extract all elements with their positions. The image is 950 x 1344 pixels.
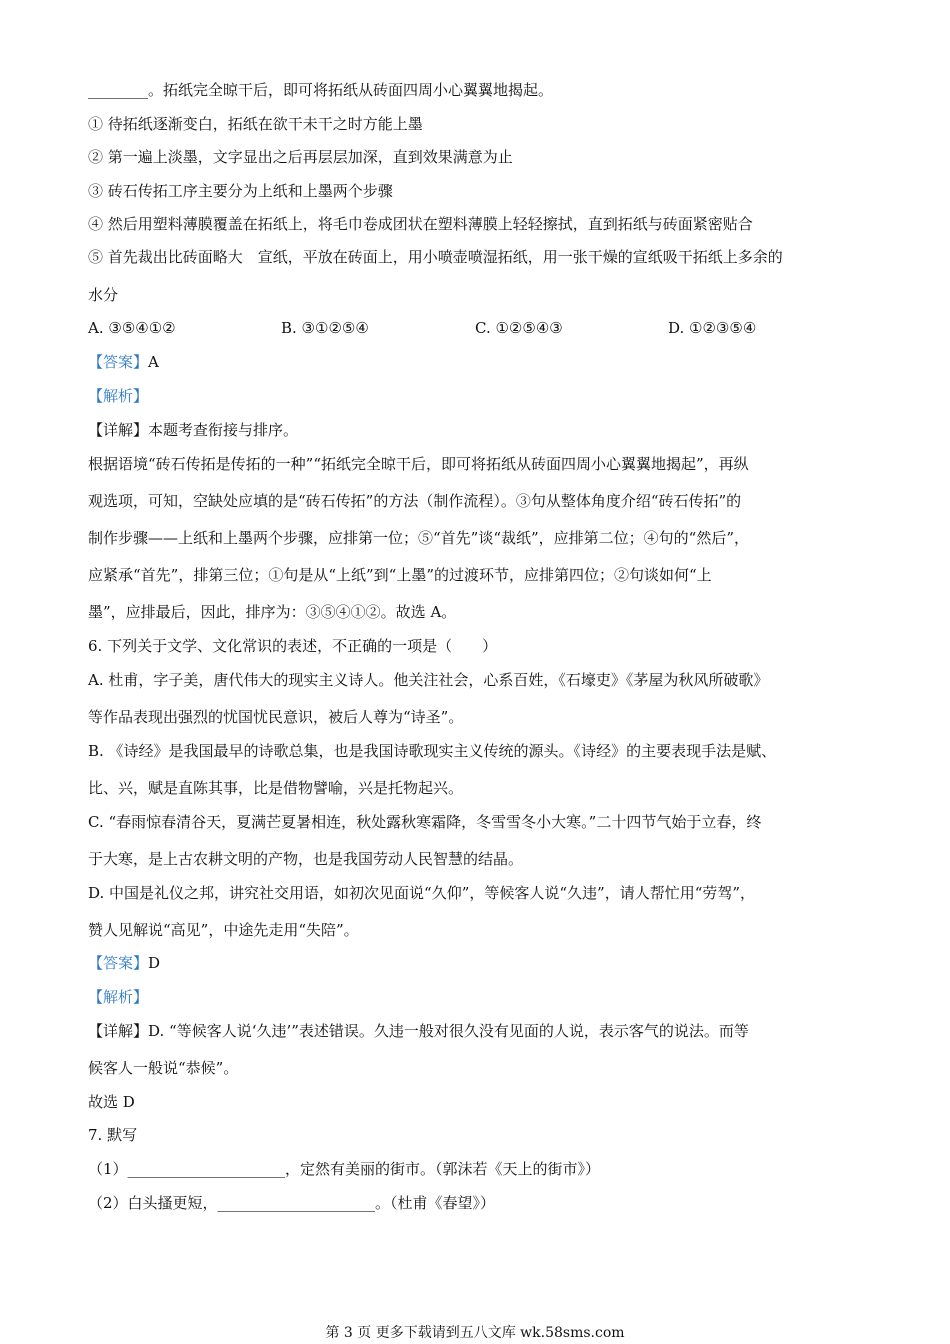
q5-sentence-5-cont: 水分 [88, 286, 119, 304]
q6-detail-line-1 [88, 1021, 880, 1041]
answer-tag: 【答案】 [88, 353, 149, 371]
q5-option-d: D. ①②③⑤④ [668, 319, 757, 337]
q5-option-b: B. ③①②⑤④ [281, 319, 369, 337]
answer-tag: 【答案】 [88, 954, 149, 972]
q6-option-b-cont: 比、兴，赋是直陈其事，比是借物譬喻，兴是托物起兴。 [88, 779, 464, 797]
q7-stem: 7. 默写 [88, 1126, 138, 1144]
q6-option-d: D. 中国是礼仪之邦，讲究社交用语，如初次见面说“久仰”，等候客人说“久违”，请人帮忙用“劳驾”， [88, 884, 756, 902]
q6-conclusion: 故选 D [88, 1093, 135, 1111]
q5-sentence-1: ① 待拓纸逐渐变白，拓纸在欲干未干之时方能上墨 [88, 115, 423, 133]
q6-option-c: C. “春雨惊春清谷天，夏满芒夏暑相连，秋处露秋寒霜降，冬雪雪冬小大寒。”二十四节气始于立春，终 [88, 813, 762, 831]
q6-detail-line-2: 候客人一般说“恭候”。 [88, 1059, 239, 1077]
answer-value: D [148, 954, 161, 972]
q7-item-2: （2）白头搔更短，_____________________。（杜甫《春望》） [88, 1194, 496, 1212]
q6-option-c-cont: 于大寒，是上古农耕文明的产物，也是我国劳动人民智慧的结晶。 [88, 850, 524, 868]
detail-tag: 【详解】 [88, 1022, 149, 1040]
q5-detail-line-2: 根据语境“砖石传拓是传拓的一种”“拓纸完全晾干后，即可将拓纸从砖面四周小心翼翼地揭起”，再纵 [88, 455, 749, 473]
q5-sentence-5: ⑤ 首先裁出比砖面略大 宣纸，平放在砖面上，用小喷壶喷湿拓纸，用一张干燥的宣纸吸干拓纸上多余的 [88, 248, 783, 266]
q5-sentence-2: ② 第一遍上淡墨，文字显出之后再层层加深，直到效果满意为止 [88, 148, 513, 166]
q5-sentence-3: ③ 砖石传拓工序主要分为上纸和上墨两个步骤 [88, 182, 393, 200]
q6-option-d-cont: 赞人见解说“高见”，中途先走用“失陪”。 [88, 921, 359, 939]
detail-text: 本题考查衔接与排序。 [148, 421, 299, 439]
q5-detail-line-1 [88, 420, 880, 440]
q5-option-a: A. ③⑤④①② [88, 319, 176, 337]
q5-stem-tail: ________。拓纸完全晾干后，即可将拓纸从砖面四周小心翼翼地揭起。 [88, 81, 554, 99]
q5-detail-line-5: 应紧承“首先”，排第三位；①句是从“上纸”到“上墨”的过渡环节，应排第四位；②句谈如何“上 [88, 566, 712, 584]
q5-detail-line-6: 墨”，应排最后，因此，排序为：③⑤④①②。故选 A。 [88, 603, 457, 621]
q5-analysis-tag: 【解析】 [88, 387, 149, 405]
q6-option-b: B. 《诗经》是我国最早的诗歌总集，也是我国诗歌现实主义传统的源头。《诗经》的主要表现手法是赋、 [88, 742, 777, 760]
answer-value: A [148, 353, 159, 371]
page-footer: 第 3 页 更多下载请到五八文库 wk.58sms.com [325, 1325, 625, 1341]
q6-stem: 6. 下列关于文学、文化常识的表述，不正确的一项是（ ） [88, 637, 498, 655]
q7-item-1: （1）_____________________，定然有美丽的街市。（郭沫若《天上的街市》） [88, 1160, 601, 1178]
q6-option-a-cont: 等作品表现出强烈的忧国忧民意识，被后人尊为“诗圣”。 [88, 708, 464, 726]
q5-option-c: C. ①②⑤④③ [475, 319, 563, 337]
detail-text: D. “等候客人说‘久违’”表述错误。久违一般对很久没有见面的人说，表示客气的说法。而等 [148, 1022, 749, 1040]
q6-analysis-tag: 【解析】 [88, 988, 149, 1006]
q6-answer [88, 953, 880, 973]
q5-detail-line-3: 观选项，可知，空缺处应填的是“砖石传拓”的方法（制作流程）。③句从整体角度介绍“砖石传拓”的 [88, 492, 742, 510]
q5-sentence-4: ④ 然后用塑料薄膜覆盖在拓纸上，将毛巾卷成团状在塑料薄膜上轻轻擦拭，直到拓纸与砖面紧密贴合 [88, 215, 753, 233]
q6-option-a: A. 杜甫，字子美，唐代伟大的现实主义诗人。他关注社会，心系百姓，《石壕吏》《茅屋为秋风所破歌》 [88, 671, 769, 689]
q5-detail-line-4: 制作步骤——上纸和上墨两个步骤，应排第一位；⑤“首先”谈“裁纸”，应排第二位；④句的“然后”， [88, 529, 750, 547]
q5-answer [88, 352, 880, 372]
detail-tag: 【详解】 [88, 421, 149, 439]
